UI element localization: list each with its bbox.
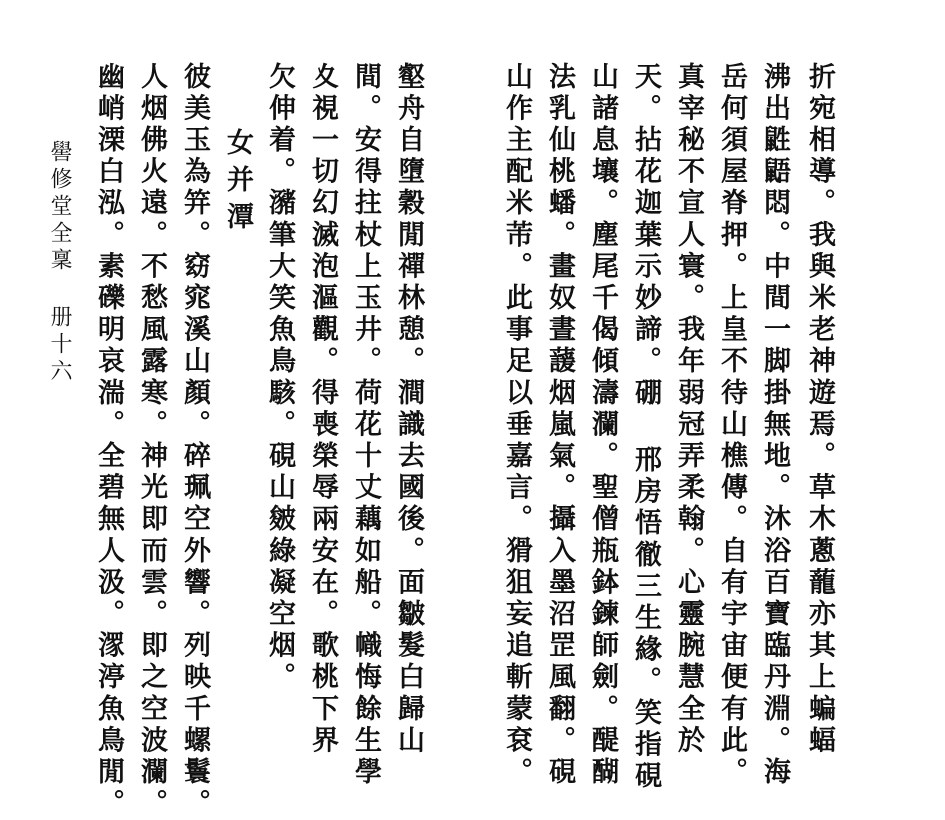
text-column-14: 人烟佛火遠。不愁風露寒。神光即而雲。即之空波瀾。 xyxy=(136,62,167,820)
poem-heading: 女并潭 xyxy=(222,128,253,239)
text-column-7: 法乳仙桃蟠。畫奴晝蘐烟嵐氣。攝入墨沼罡風翻。硯 xyxy=(544,62,575,789)
text-column-8: 山作主配米芾。此事足以垂嘉言。猾狙妄追斬蒙袞。 xyxy=(501,62,532,789)
collection-title: 嚳修堂全稟 xyxy=(47,140,72,275)
text-column-10: 間。安得拄杖上玉井。荷花十丈藕如船。幟悔餘生學 xyxy=(350,62,381,789)
text-column-4: 真宰秘不宣人寰。我年弱冠弄柔翰。心靈腕慧全於 xyxy=(673,62,704,758)
text-column-2: 沸出鼪鼯悶。中間一脚掛無地。沐浴百寶臨丹淵。海 xyxy=(759,62,790,789)
text-column-5: 天。拈花迦葉示妙諦。硼 邢房悟徹三生緣。笑指硯 xyxy=(630,62,661,793)
text-column-15: 幽峭溧白泓。素礫明哀湍。全碧無人汲。潈渟魚鳥閒。 xyxy=(93,62,124,820)
text-column-6: 山諸息壤。塵尾千偈傾濤瀾。聖僧瓶鉢鍊師劍。醍醐 xyxy=(587,62,618,789)
text-column-13: 彼美玉為笄。窈窕溪山顏。碎珮空外響。列映千螺鬟。 xyxy=(179,62,210,820)
text-column-1: 折宛相導。我與米老神遊焉。草木蔥蘢亦其上蝙蝠 xyxy=(804,62,835,758)
text-column-12: 欠伸着。瀦筆大笑魚鳥駭。硯山皴綠凝空烟。 xyxy=(264,62,295,694)
text-column-9: 壑舟自墮穀閒禪林憩。澗識去國後。面皺髮白歸山 xyxy=(393,62,424,758)
text-column-3: 岳何須屋脊押。上皇不待山樵傳。自有宇宙便有此。 xyxy=(716,62,747,789)
text-column-11: 夊視一切幻滅泡漚觀。得喪榮辱兩安在。歌桃下界 xyxy=(307,62,338,758)
volume-label: 册十六 xyxy=(47,305,72,386)
